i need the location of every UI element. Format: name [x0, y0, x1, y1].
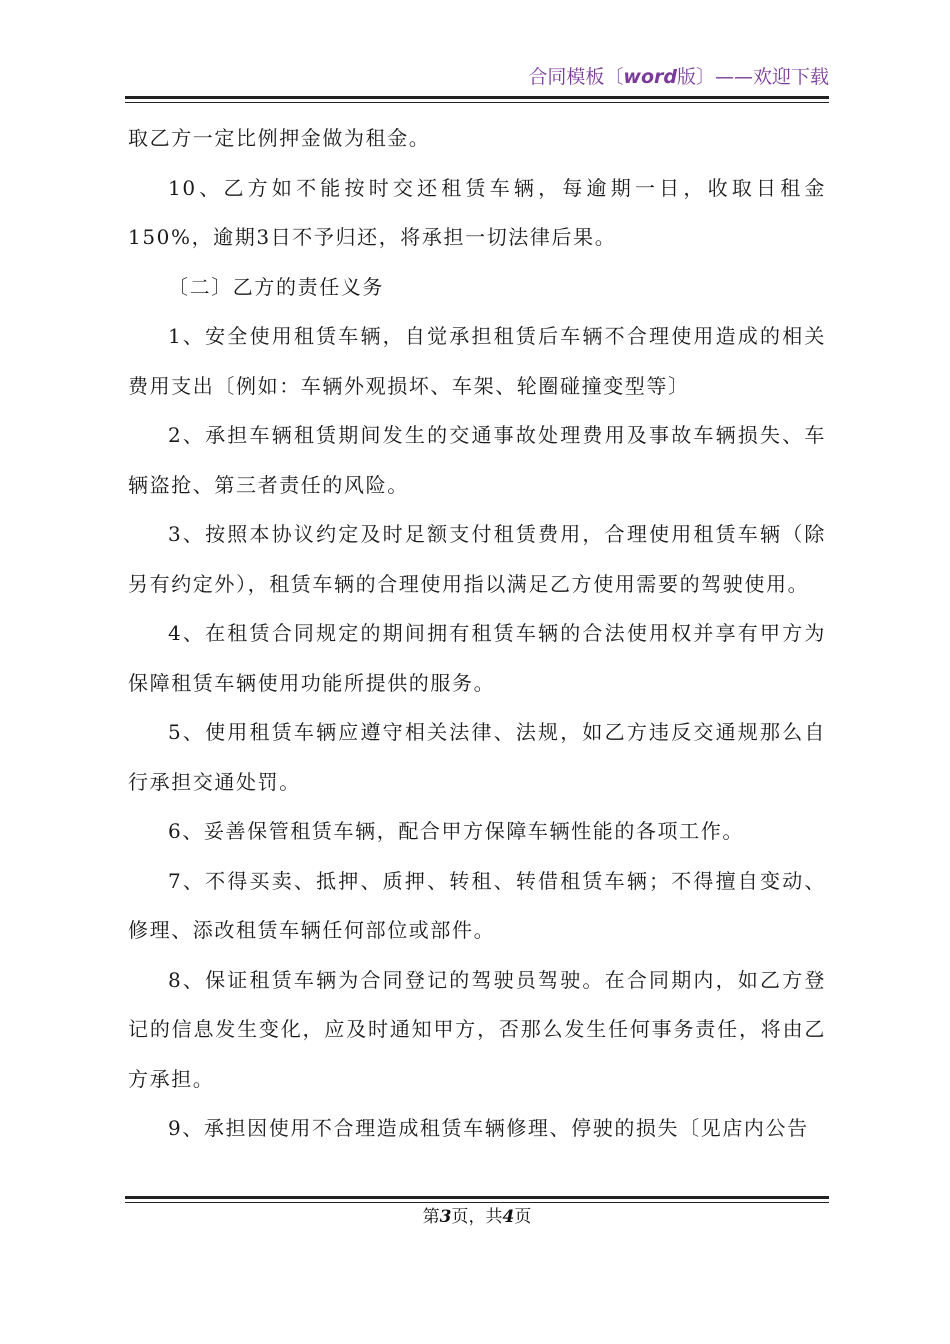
total-pages: 4 — [502, 1207, 515, 1227]
paragraph-item-3: 3、按照本协议约定及时足额支付租赁费用，合理使用租赁车辆（除另有约定外），租赁车辆的合理使用指以满足乙方使用需要的驾驶使用。 — [128, 522, 826, 596]
paragraph-item-8: 8、保证租赁车辆为合同登记的驾驶员驾驶。在合同期内，如乙方登记的信息发生变化，应及时通知甲方，否那么发生任何事务责任，将由乙方承担。 — [128, 967, 826, 1091]
header-word: word — [623, 66, 677, 88]
page-number: 3 — [439, 1207, 452, 1227]
footer-post: 页 — [514, 1207, 532, 1227]
paragraph-item-5: 5、使用租赁车辆应遵守相关法律、法规，如乙方违反交通规那么自行承担交通处罚。 — [128, 720, 826, 794]
footer-rule — [125, 1196, 829, 1203]
paragraph-item-9: 9、承担因使用不合理造成租赁车辆修理、停驶的损失〔见店内公告 — [168, 1116, 809, 1140]
paragraph-item-1: 1、安全使用租赁车辆，自觉承担租赁后车辆不合理使用造成的相关费用支出〔例如：车辆外观损坏、车架、轮圈碰撞变型等〕 — [128, 324, 826, 398]
footer-mid: 页，共 — [451, 1207, 503, 1227]
header-rule — [125, 96, 829, 103]
section-heading: 〔二〕乙方的责任义务 — [168, 274, 384, 299]
footer-pre: 第 — [422, 1207, 440, 1227]
paragraph-item-10: 10、乙方如不能按时交还租赁车辆，每逾期一日，收取日租金150%，逾期3日不予归还，将承担一切法律后果。 — [128, 175, 826, 249]
paragraph-item-4: 4、在租赁合同规定的期间拥有租赁车辆的合法使用权并享有甲方为保障租赁车辆使用功能所提供的服务。 — [128, 621, 826, 695]
page-header — [125, 62, 829, 92]
document-body — [128, 114, 826, 1154]
paragraph-continuation: 取乙方一定比例押金做为租金。 — [128, 126, 431, 150]
header-suffix: 版〕——欢迎下载 — [676, 66, 829, 88]
page-footer — [125, 1203, 829, 1231]
header-prefix: 合同模板〔 — [528, 66, 624, 88]
paragraph-item-7: 7、不得买卖、抵押、质押、转租、转借租赁车辆；不得擅自变动、修理、添改租赁车辆任何部位或部件。 — [128, 868, 826, 942]
paragraph-item-2: 2、承担车辆租赁期间发生的交通事故处理费用及事故车辆损失、车辆盗抢、第三者责任的风险。 — [128, 423, 826, 497]
paragraph-item-6: 6、妥善保管租赁车辆，配合甲方保障车辆性能的各项工作。 — [168, 819, 744, 843]
